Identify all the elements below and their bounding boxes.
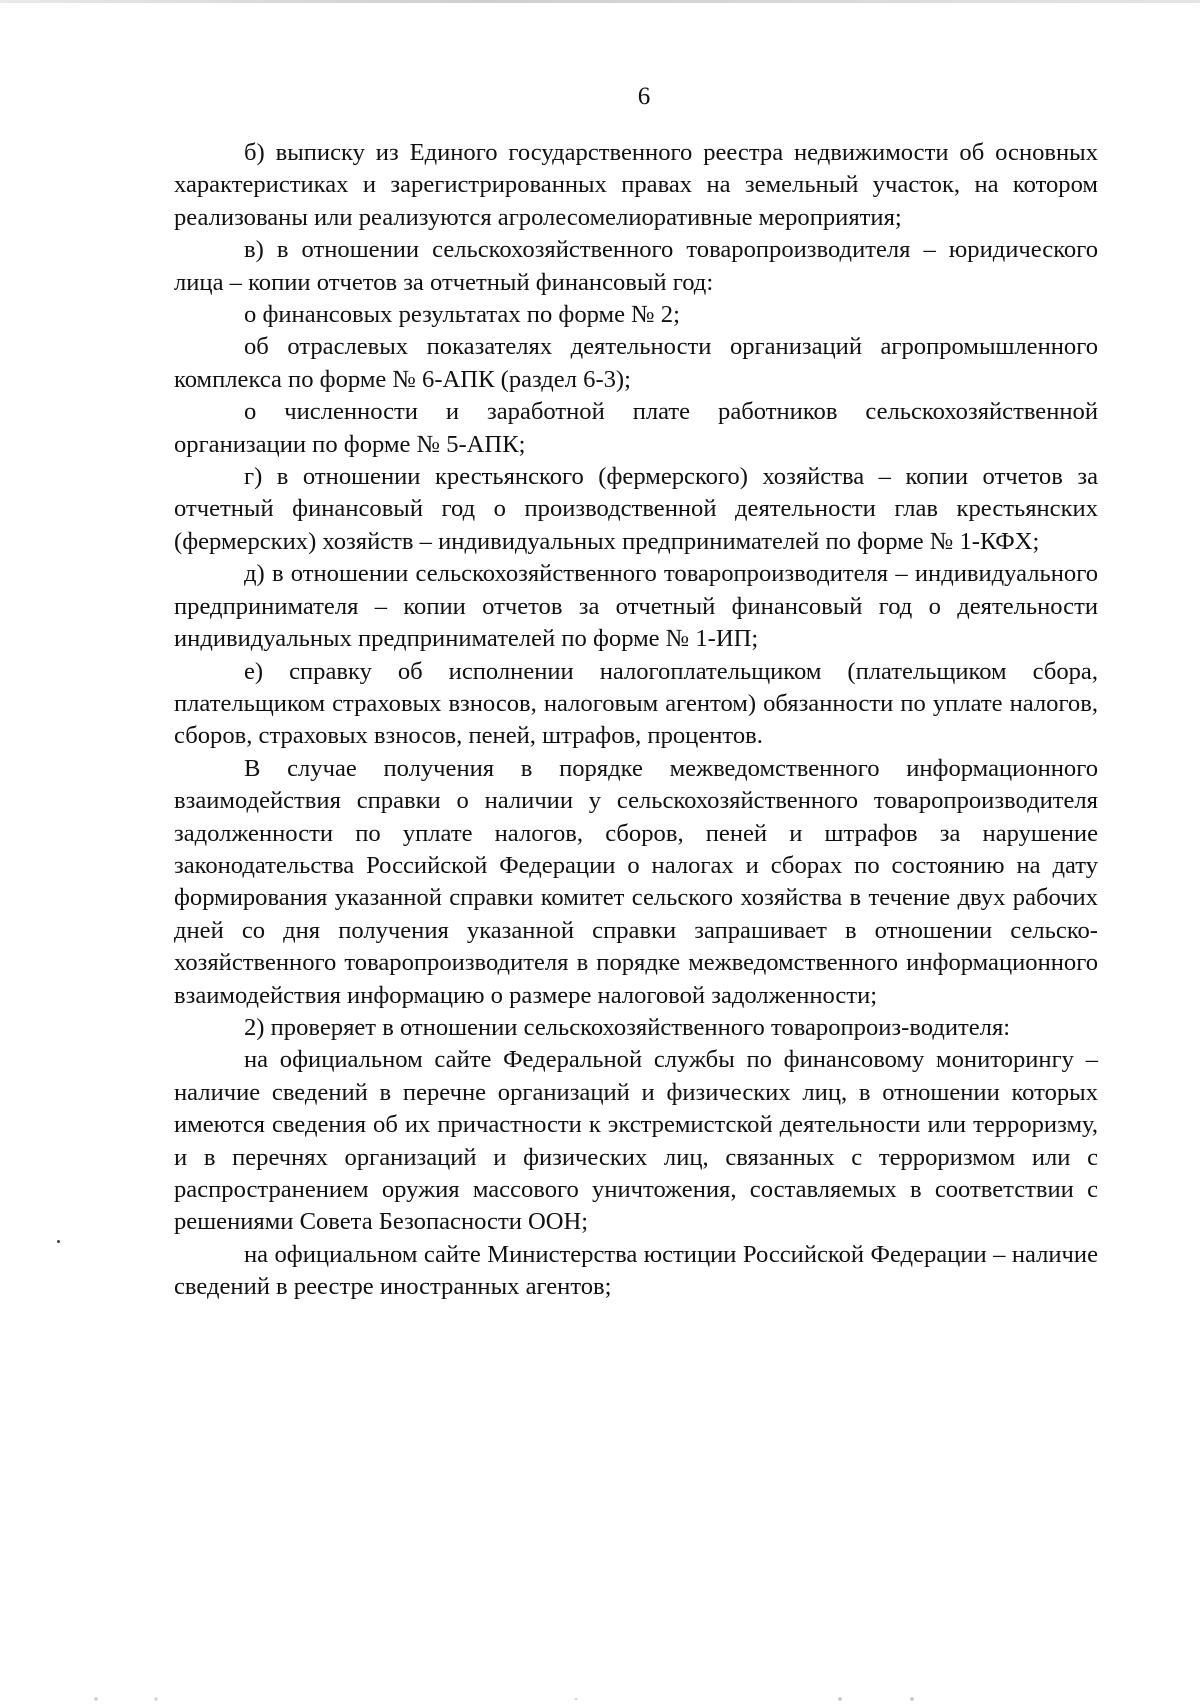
page-number: 6 [637, 83, 651, 110]
paragraph-g-farm-reports: г) в отношении крестьянского (фермерского) хозяйства – копии отчетов за отчетный финансовый год о производственной деятельности глав крестьянских (фермерских) хозяйств – индивидуальных предпринимателей по форме № 1-КФХ; [174, 463, 1098, 555]
paragraph-e-tax-certificate: е) справку об исполнении налогоплательщиком (плательщиком сбора, плательщиком страховых взносов, налоговым агентом) обязанности по уплате налогов, сборов, страховых взносов, пеней, штрафов, процентов. [174, 657, 1098, 750]
scan-speck [57, 1240, 60, 1243]
paragraph-minjust-check: на официальном сайте Министерства юстиции Российской Федерации – наличие сведений в реестре иностранных агентов; [174, 1240, 1098, 1301]
paragraph-d-entrepreneur-reports: д) в отношении сельскохозяйственного товаропроизводителя – индивидуального предпринимателя – копии отчетов за отчетный финансовый год о деятельности индивидуальных предпринимателей по форме № 1-ИП; [174, 560, 1098, 653]
paragraph-b-egrn-extract: б) выписку из Единого государственного реестра недвижимости об основных характеристиках и зарегистрированных правах на земельный участок, на котором реализованы или реализуются агролесомелиоративные мероприятия; [174, 139, 1098, 231]
paragraph-form-6-apk: об отраслевых показателях деятельности организаций агропромышленного комплекса по форме № 6-АПК (раздел 6-3); [174, 333, 1098, 393]
paragraph-tax-debt-request: В случае получения в порядке межведомственного информационного взаимодействия справки о наличии у сельскохозяйственного товаропроизводителя задолженности по уплате налогов, сборов, пеней и штрафов за нарушение законодательства Российской Федерации о налогах и сборах по состоянию на дату формирования указанной справки комитет сельского хозяйства в течение двух рабочих дней со дня получения указанной справки запрашивает в отношении сельско-хозяйственного товаропроизводителя в порядке межведомственного информационного взаимодействия информацию о размере налоговой задолженности; [174, 754, 1098, 1009]
paragraph-rosfinmonitoring-check: на официальном сайте Федеральной службы по финансовому мониторингу – наличие сведений в перечне организаций и физических лиц, в отношении которых имеются сведения об их причастности к экстремистской деятельности или терроризму, и в перечнях организаций и физических лиц, связанных с терроризмом или с распространением оружия массового уничтожения, составляемых в соответствии с решениями Совета Безопасности ООН; [174, 1046, 1098, 1236]
paragraph-2-checks: 2) проверяет в отношении сельскохозяйственного товаропроиз-водителя: [244, 1013, 1011, 1041]
paragraph-v-legal-entity-reports: в) в отношении сельскохозяйственного товаропроизводителя – юридического лица – копии отчетов за отчетный финансовый год: [174, 236, 1098, 296]
paragraph-form-2: о финансовых результатах по форме № 2; [244, 301, 680, 329]
scan-top-edge [0, 0, 1200, 3]
scan-bottom-noise [0, 1694, 1200, 1704]
paragraph-form-5-apk: о численности и заработной плате работников сельскохозяйственной организации по форме № 5-АПК; [174, 398, 1098, 458]
document-body [174, 137, 1098, 1304]
